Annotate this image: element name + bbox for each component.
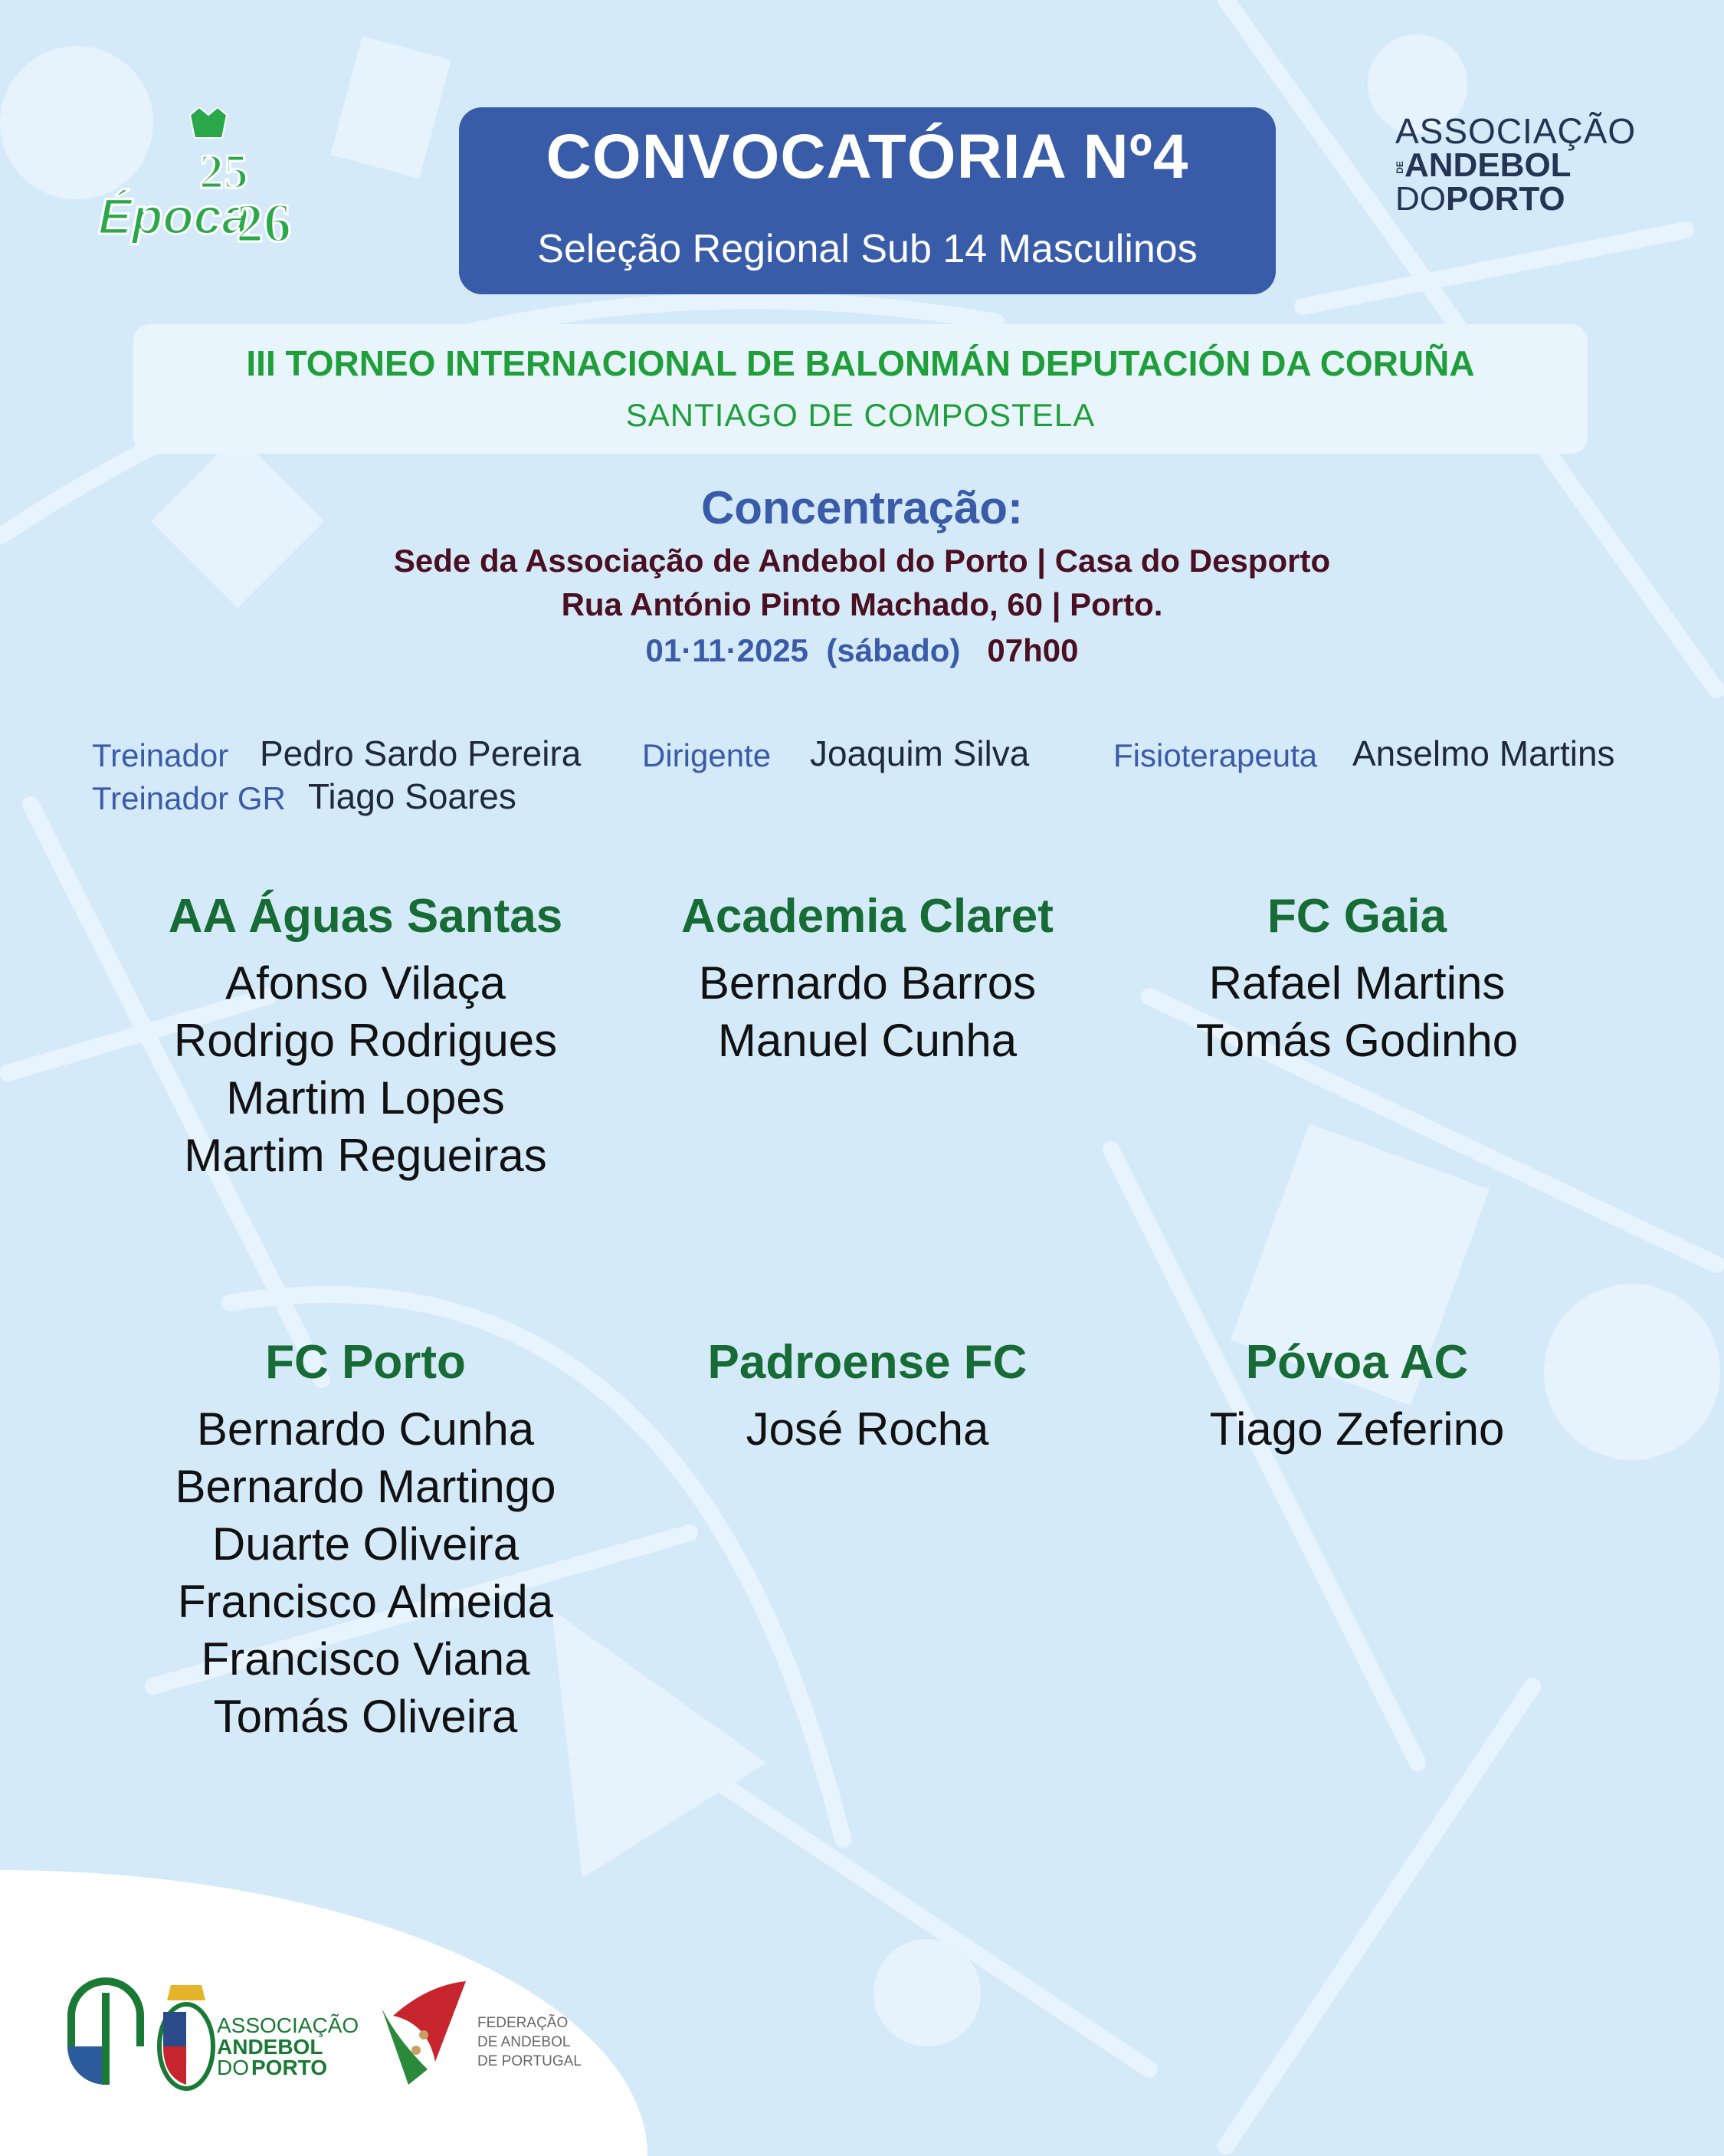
player-name: Bernardo Martingo — [175, 1461, 556, 1512]
player-name: Bernardo Barros — [698, 957, 1037, 1009]
svg-text:ANDEBOL: ANDEBOL — [217, 2035, 323, 2059]
logo-line3: PORTO — [1446, 180, 1565, 218]
team-block — [97, 889, 634, 1184]
svg-text:DO: DO — [217, 2056, 249, 2079]
staff-role: Dirigente — [642, 737, 772, 773]
player-name: Rafael Martins — [1208, 957, 1506, 1009]
team-block — [599, 889, 1136, 1069]
tournament-name: III TORNEO INTERNACIONAL DE BALONMÁN DEPUTACIÓN DA CORUÑA — [246, 343, 1475, 383]
team-name: AA Águas Santas — [168, 890, 563, 943]
player-name: Martim Lopes — [226, 1072, 505, 1124]
player-name: Francisco Almeida — [177, 1576, 554, 1627]
page-title: CONVOCATÓRIA Nº4 — [546, 122, 1189, 192]
concentration-datetime — [0, 632, 1724, 669]
staff-role: Treinador — [92, 737, 229, 773]
staff-name: Anselmo Martins — [1352, 733, 1615, 773]
concentration-label: Concentração: — [700, 482, 1024, 533]
player-name: Afonso Vilaça — [225, 957, 506, 1009]
player-name: Martim Regueiras — [184, 1130, 547, 1181]
aap-emblem-icon — [67, 1981, 140, 2085]
team-name: Padroense FC — [707, 1336, 1028, 1389]
sponsor-logos — [67, 1977, 619, 2092]
team-name: Póvoa AC — [1245, 1336, 1469, 1389]
team-name: FC Gaia — [1267, 890, 1447, 943]
date: 01·11·2025 — [645, 632, 809, 668]
weekday: (sábado) — [826, 632, 961, 668]
player-name: Tomás Godinho — [1195, 1015, 1519, 1066]
aap-crest-icon — [159, 1985, 213, 2089]
player-name: Tiago Zeferino — [1209, 1403, 1505, 1455]
svg-text:26: 26 — [236, 192, 291, 254]
svg-text:ASSOCIAÇÃO: ASSOCIAÇÃO — [217, 2013, 359, 2037]
svg-text:PORTO: PORTO — [251, 2056, 328, 2079]
time: 07h00 — [987, 632, 1079, 668]
logo-do: DO — [1395, 180, 1446, 218]
page-subtitle: Seleção Regional Sub 14 Masculinos — [537, 227, 1198, 271]
staff-name: Joaquim Silva — [810, 733, 1030, 773]
player-name: Duarte Oliveira — [211, 1518, 519, 1570]
logo-line2: ANDEBOL — [1404, 146, 1572, 184]
player-name: Rodrigo Rodrigues — [173, 1015, 558, 1066]
svg-text:DE ANDEBOL: DE ANDEBOL — [477, 2034, 571, 2050]
season-logo — [92, 107, 337, 261]
logo-line1: ASSOCIAÇÃO — [1395, 111, 1637, 151]
staff-role: Fisioterapeuta — [1113, 737, 1318, 773]
team-block — [599, 1335, 1136, 1458]
crown-icon — [92, 107, 337, 261]
player-name: José Rocha — [746, 1403, 989, 1455]
team-name: FC Porto — [265, 1336, 466, 1389]
player-name: Bernardo Cunha — [196, 1403, 535, 1455]
team-block — [1089, 889, 1625, 1069]
team-name: Academia Claret — [681, 890, 1054, 943]
team-block — [1089, 1335, 1625, 1458]
svg-text:Época: Época — [98, 188, 251, 244]
staff-name: Tiago Soares — [308, 776, 516, 816]
concentration-address: Rua António Pinto Machado, 60 | Porto. — [561, 586, 1163, 622]
svg-text:FEDERAÇÃO: FEDERAÇÃO — [477, 2015, 569, 2031]
svg-text:DE PORTUGAL: DE PORTUGAL — [477, 2053, 582, 2069]
tournament-location: SANTIAGO DE COMPOSTELA — [625, 397, 1096, 433]
fap-emblem-icon — [382, 1981, 466, 2085]
staff-name: Pedro Sardo Pereira — [260, 733, 582, 773]
footer-logos — [67, 1977, 619, 2092]
player-name: Francisco Viana — [201, 1633, 530, 1685]
team-block — [97, 1335, 634, 1745]
player-name: Manuel Cunha — [717, 1015, 1018, 1066]
player-name: Tomás Oliveira — [213, 1691, 518, 1742]
association-logo — [1395, 113, 1656, 216]
concentration-place: Sede da Associação de Andebol do Porto | Casa do Desporto — [393, 543, 1331, 579]
logo-de: DE — [1395, 161, 1405, 174]
staff-role: Treinador GR — [92, 780, 286, 816]
svg-text:25: 25 — [199, 144, 248, 199]
